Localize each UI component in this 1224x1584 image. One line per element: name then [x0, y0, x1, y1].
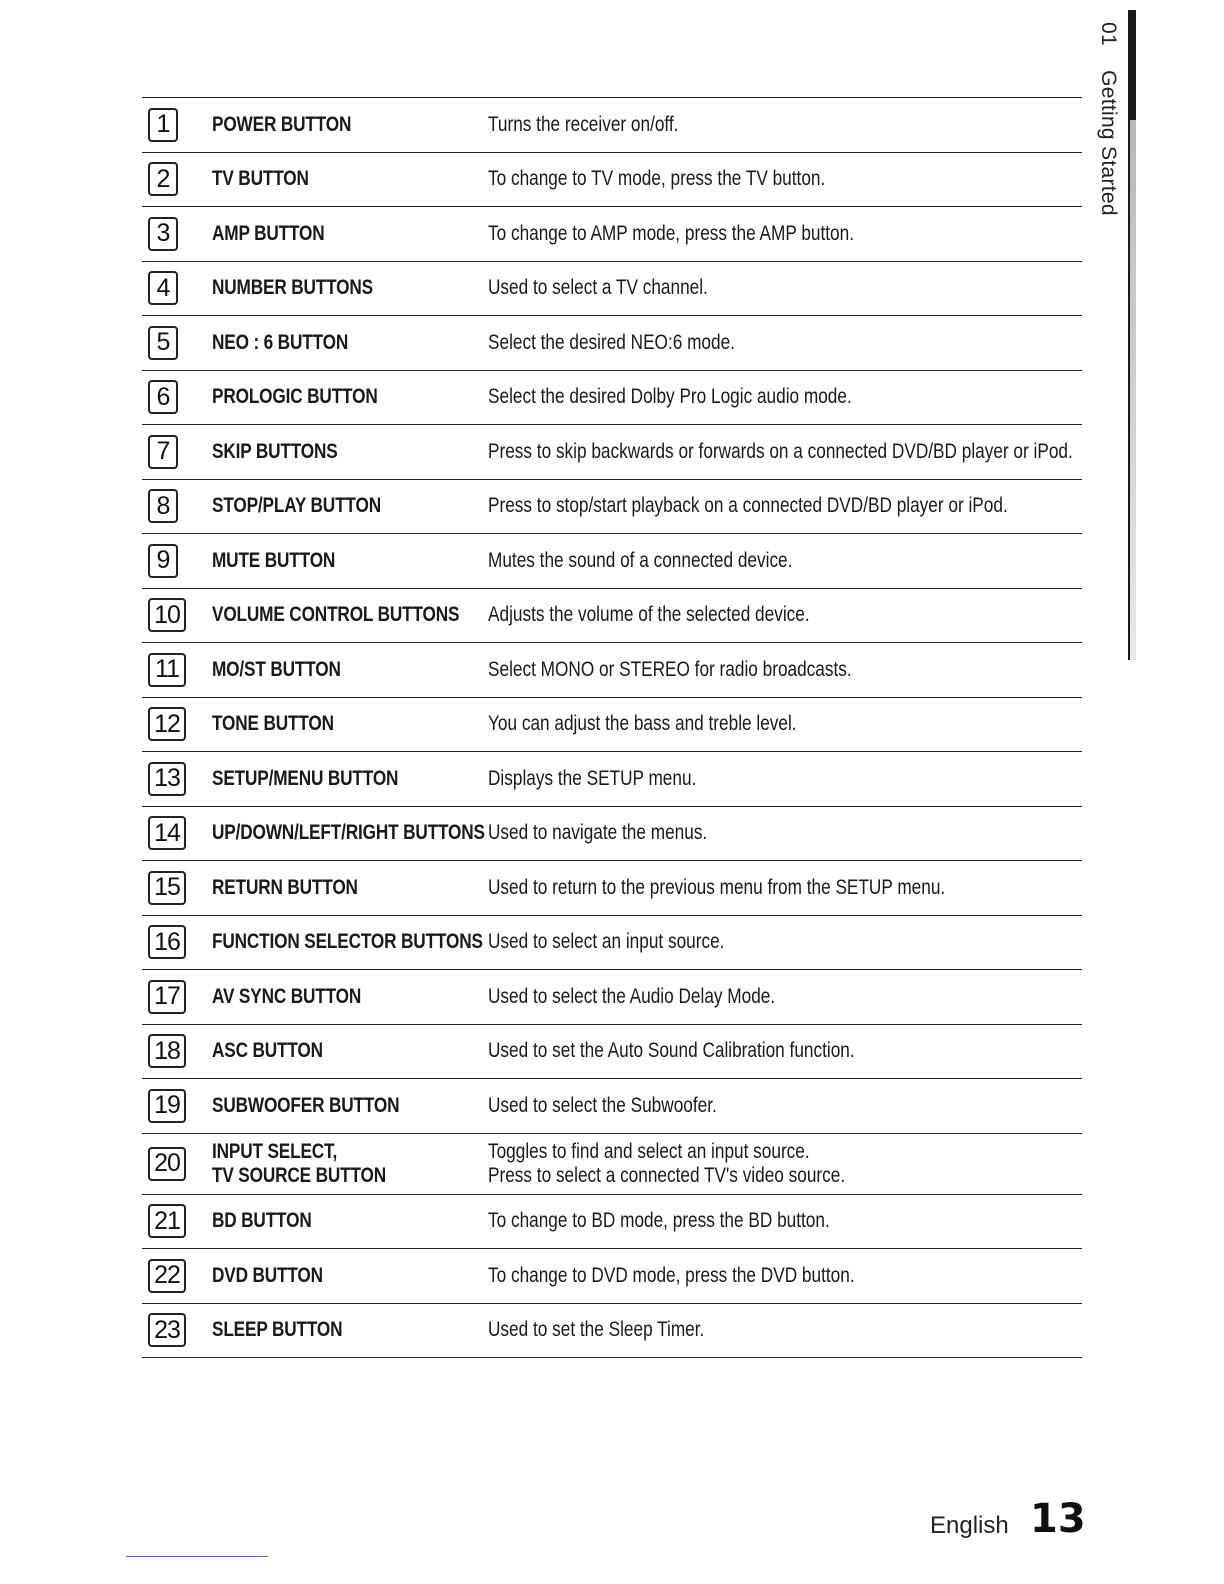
item-number-badge: 16	[148, 925, 186, 959]
button-name	[212, 658, 442, 682]
button-name	[212, 1039, 442, 1063]
button-name	[212, 876, 442, 900]
button-name-line: STOP/PLAY BUTTON	[212, 494, 381, 518]
button-description-line: Adjusts the volume of the selected device.	[488, 603, 810, 627]
button-name-line: BD BUTTON	[212, 1209, 312, 1233]
item-number-badge: 6	[148, 380, 178, 414]
button-name	[212, 767, 442, 791]
table-row	[142, 371, 1082, 426]
button-name-line: PROLOGIC BUTTON	[212, 385, 378, 409]
button-name	[212, 167, 442, 191]
button-description-line: Turns the receiver on/off.	[488, 112, 679, 136]
button-description-line: Used to set the Auto Sound Calibration function.	[488, 1039, 855, 1063]
button-description-line: To change to BD mode, press the BD button.	[488, 1209, 830, 1233]
button-name	[212, 1140, 442, 1188]
item-number-badge: 11	[148, 653, 186, 687]
table-row	[142, 970, 1082, 1025]
section-number: 01	[1097, 22, 1120, 46]
button-name-line: MO/ST BUTTON	[212, 657, 341, 681]
button-name-line: TONE BUTTON	[212, 712, 334, 736]
bottom-rule	[126, 1556, 268, 1557]
button-name	[212, 222, 442, 246]
button-description-line: Used to select an input source.	[488, 930, 725, 954]
item-number-badge: 23	[148, 1313, 186, 1347]
page-number: 13	[1030, 1496, 1086, 1542]
section-title: Getting Started	[1097, 70, 1120, 216]
button-description-line: Select the desired Dolby Pro Logic audio mode.	[488, 385, 852, 409]
button-name-line: POWER BUTTON	[212, 112, 352, 136]
button-name-line: SETUP/MENU BUTTON	[212, 766, 399, 790]
button-description	[488, 113, 975, 137]
button-name-line: VOLUME CONTROL BUTTONS	[212, 603, 460, 627]
button-name	[212, 331, 442, 355]
item-number-badge: 10	[148, 598, 186, 632]
button-description	[488, 603, 975, 627]
button-name-line: TV SOURCE BUTTON	[212, 1163, 387, 1187]
button-name-line: MUTE BUTTON	[212, 548, 336, 572]
table-row	[142, 1025, 1082, 1080]
item-number-badge: 20	[148, 1147, 186, 1181]
button-description-line: Used to set the Sleep Timer.	[488, 1318, 705, 1342]
button-description-line: Select the desired NEO:6 mode.	[488, 330, 735, 354]
button-description	[488, 440, 1073, 464]
button-description-line: Used to navigate the menus.	[488, 821, 708, 845]
button-name	[212, 603, 460, 627]
table-row	[142, 752, 1082, 807]
table-row	[142, 98, 1082, 153]
table-row	[142, 316, 1082, 371]
button-name-line: SKIP BUTTONS	[212, 439, 338, 463]
table-row	[142, 153, 1082, 208]
item-number-badge: 12	[148, 707, 186, 741]
button-description	[488, 385, 975, 409]
table-row	[142, 916, 1082, 971]
table-row	[142, 698, 1082, 753]
item-number-badge: 9	[148, 544, 178, 578]
table-row	[142, 262, 1082, 317]
button-description-line: To change to AMP mode, press the AMP button.	[488, 221, 855, 245]
button-description-line: Press to skip backwards or forwards on a connected DVD/BD player or iPod.	[488, 439, 1073, 463]
button-name	[212, 494, 442, 518]
button-name-line: ASC BUTTON	[212, 1039, 323, 1063]
button-description-line: Select MONO or STEREO for radio broadcasts.	[488, 657, 852, 681]
button-description	[488, 1140, 975, 1188]
table-row	[142, 1134, 1082, 1195]
table-row	[142, 1304, 1082, 1359]
button-name-line: AMP BUTTON	[212, 221, 325, 245]
item-number-badge: 7	[148, 435, 178, 469]
button-description	[488, 658, 975, 682]
button-description-line: To change to TV mode, press the TV button.	[488, 167, 826, 191]
section-tab-shade	[1130, 120, 1136, 660]
button-name	[212, 985, 442, 1009]
item-number-badge: 21	[148, 1204, 186, 1238]
button-name	[212, 821, 485, 845]
button-description-line: Used to select a TV channel.	[488, 276, 708, 300]
button-name	[212, 1209, 442, 1233]
button-description	[488, 331, 975, 355]
button-description-line: Used to select the Audio Delay Mode.	[488, 984, 776, 1008]
item-number-badge: 5	[148, 326, 178, 360]
button-description	[488, 1318, 975, 1342]
table-row	[142, 1195, 1082, 1250]
table-row	[142, 807, 1082, 862]
button-description	[488, 821, 975, 845]
button-name	[212, 549, 442, 573]
button-name	[212, 276, 442, 300]
button-description	[488, 767, 975, 791]
table-row	[142, 861, 1082, 916]
button-name-line: NUMBER BUTTONS	[212, 276, 373, 300]
button-name-line: AV SYNC BUTTON	[212, 984, 362, 1008]
button-name-line: TV BUTTON	[212, 167, 309, 191]
table-row	[142, 643, 1082, 698]
button-description	[488, 494, 1008, 518]
button-description	[488, 222, 975, 246]
button-description	[488, 985, 975, 1009]
button-name-line: RETURN BUTTON	[212, 875, 358, 899]
button-name-line: NEO : 6 BUTTON	[212, 330, 349, 354]
section-label	[1096, 22, 1120, 216]
table-row	[142, 1079, 1082, 1134]
button-name	[212, 113, 442, 137]
button-name-line: UP/DOWN/LEFT/RIGHT BUTTONS	[212, 821, 485, 845]
table-row	[142, 207, 1082, 262]
button-name-line: FUNCTION SELECTOR BUTTONS	[212, 930, 483, 954]
button-description	[488, 1264, 975, 1288]
button-description-table	[142, 97, 1082, 1358]
item-number-badge: 2	[148, 162, 178, 196]
button-description	[488, 930, 975, 954]
button-name-line: SUBWOOFER BUTTON	[212, 1093, 400, 1117]
item-number-badge: 14	[148, 816, 186, 850]
item-number-badge: 8	[148, 489, 178, 523]
button-name-line: INPUT SELECT,	[212, 1139, 338, 1163]
button-name	[212, 930, 483, 954]
item-number-badge: 17	[148, 980, 186, 1014]
button-name	[212, 1264, 442, 1288]
button-description	[488, 1094, 975, 1118]
button-description-line: To change to DVD mode, press the DVD button.	[488, 1263, 855, 1287]
table-row	[142, 480, 1082, 535]
table-row	[142, 589, 1082, 644]
button-name-line: DVD BUTTON	[212, 1263, 323, 1287]
table-row	[142, 1249, 1082, 1304]
item-number-badge: 3	[148, 217, 178, 251]
button-description	[488, 876, 975, 900]
button-description	[488, 549, 975, 573]
button-description	[488, 276, 975, 300]
button-description-line: Press to select a connected TV's video source.	[488, 1163, 846, 1187]
item-number-badge: 18	[148, 1034, 186, 1068]
button-description	[488, 167, 975, 191]
item-number-badge: 15	[148, 871, 186, 905]
button-description	[488, 712, 975, 736]
button-name	[212, 440, 442, 464]
button-description-line: Mutes the sound of a connected device.	[488, 548, 793, 572]
button-name	[212, 385, 442, 409]
table-row	[142, 425, 1082, 480]
item-number-badge: 4	[148, 271, 178, 305]
footer-language: English	[930, 1512, 1009, 1539]
button-description-line: Press to stop/start playback on a connected DVD/BD player or iPod.	[488, 494, 1008, 518]
item-number-badge: 22	[148, 1259, 186, 1293]
button-description	[488, 1039, 975, 1063]
button-name-line: SLEEP BUTTON	[212, 1318, 343, 1342]
button-description-line: You can adjust the bass and treble level.	[488, 712, 797, 736]
button-description-line: Used to select the Subwoofer.	[488, 1093, 717, 1117]
button-description-line: Displays the SETUP menu.	[488, 766, 697, 790]
item-number-badge: 13	[148, 762, 186, 796]
table-row	[142, 534, 1082, 589]
button-description-line: Toggles to find and select an input source.	[488, 1139, 810, 1163]
button-description	[488, 1209, 975, 1233]
button-name	[212, 1318, 442, 1342]
button-name	[212, 712, 442, 736]
item-number-badge: 1	[148, 108, 178, 142]
button-description-line: Used to return to the previous menu from the SETUP menu.	[488, 875, 946, 899]
button-name	[212, 1094, 442, 1118]
item-number-badge: 19	[148, 1089, 186, 1123]
